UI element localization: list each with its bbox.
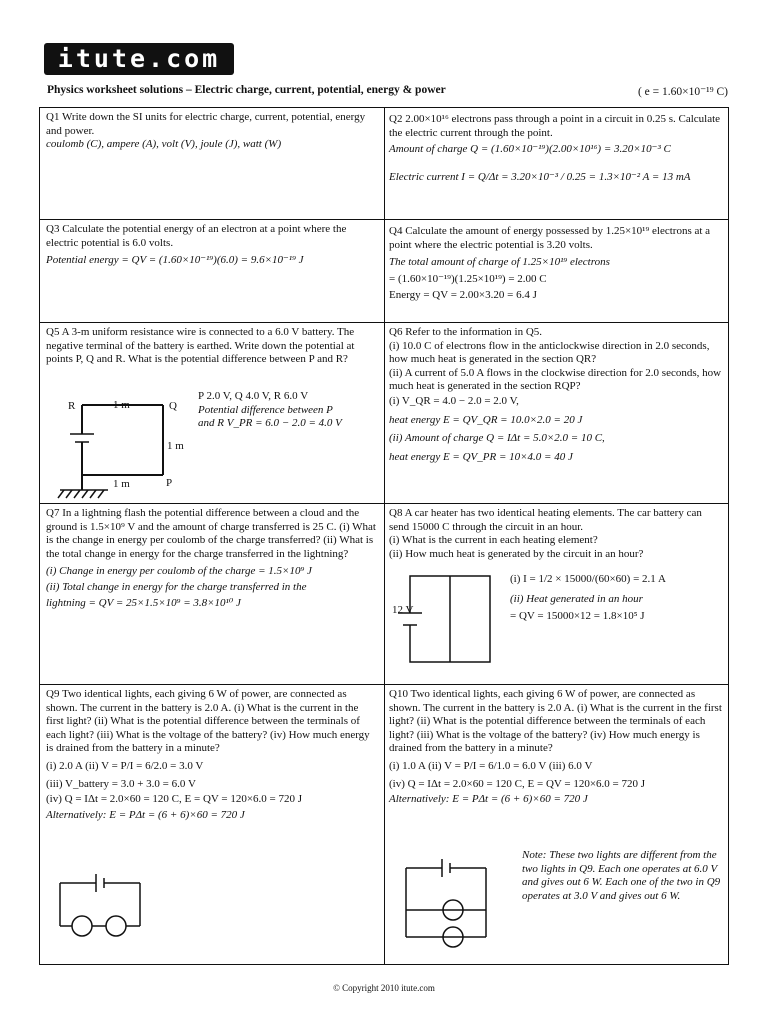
q10-note: Note: These two lights are different from the two lights in Q9. Each one operates at 6.0 V and gives out 6 W. Each one of the two in Q9 operates at 3.0 V and gives out 6 W.	[522, 849, 721, 902]
q4-question: Q4 Calculate the amount of energy possessed by 1.25×10¹⁹ electrons at a point where the electric potential is 3.20 volts.	[389, 225, 711, 251]
question-grid	[39, 107, 729, 965]
q8-part2: (ii) How much heat is generated by the circuit in an hour?	[389, 547, 644, 560]
q5-label-q: Q	[169, 400, 177, 412]
q9-answer1: (i) 2.0 A (ii) V = P/I = 6/2.0 = 3.0 V	[46, 759, 204, 772]
q5-answer-pd-label: Potential difference between P	[198, 403, 333, 416]
q10-answer2: (iv) Q = IΔt = 2.0×60 = 120 C, E = QV = 120×6.0 = 720 J	[389, 777, 646, 790]
q1-question: Q1 Write down the SI units for electric charge, current, potential, energy and power.	[46, 111, 366, 137]
q7-question: Q7 In a lightning flash the potential difference between a cloud and the ground is 1.5×10⁹ V and the amount of charge transferred is 25 C. (i) What is the change in energy per coulomb of the charge transferred? (ii) What is the total change in energy for the charge transferred in the lightning?	[46, 507, 376, 560]
q10-circuit-diagram	[40, 108, 730, 966]
q8-battery-label: 12 V	[392, 604, 414, 616]
q4-line3: Energy = QV = 2.00×3.20 = 6.4 J	[389, 289, 537, 302]
q6-part1: (i) 10.0 C of electrons flow in the anticlockwise direction in 2.0 seconds, how much heat is generated in the section QR?	[389, 339, 710, 366]
q7-answer3: lightning = QV = 25×1.5×10⁹ = 3.8×10¹⁰ J	[46, 596, 241, 609]
q6-answer2: heat energy E = QV_QR = 10.0×2.0 = 20 J	[389, 413, 583, 426]
q10-answer3: Alternatively: E = PΔt = (6 + 6)×60 = 720 J	[389, 793, 588, 806]
q7-answer2: (ii) Total change in energy for the charge transferred in the	[46, 580, 307, 593]
q3-question: Q3 Calculate the potential energy of an electron at a point where the electric potential is 6.0 volts.	[46, 223, 347, 249]
q8-answer1: (i) I = 1/2 × 15000/(60×60) = 2.1 A	[510, 573, 666, 585]
q8-answer2: (ii) Heat generated in an hour	[510, 592, 643, 605]
q1-answer: coulomb (C), ampere (A), volt (V), joule (J), watt (W)	[46, 138, 282, 151]
q6-question: Q6 Refer to the information in Q5.	[389, 326, 543, 338]
q8-question: Q8 A car heater has two identical heating elements. The car battery can send 15000 C through the circuit in an hour.	[389, 507, 702, 533]
itute-logo: itute.com	[44, 43, 234, 75]
q6-answer3: (ii) Amount of charge Q = IΔt = 5.0×2.0 = 10 C,	[389, 432, 605, 445]
copyright-footer: © Copyright 2010 itute.com	[333, 983, 435, 993]
q2-charge-line: Amount of charge Q = (1.60×10⁻¹⁹)(2.00×10¹⁶) = 3.20×10⁻³ C	[389, 143, 671, 156]
q5-length-side: 1 m	[167, 440, 184, 452]
q2-question: Q2 2.00×10¹⁶ electrons pass through a point in a circuit in 0.25 s. Calculate the electric current through the point.	[389, 113, 721, 139]
q5-answer-pd: and R V_PR = 6.0 − 2.0 = 4.0 V	[198, 417, 342, 430]
q2-current-line: Electric current I = Q/Δt = 3.20×10⁻³ / 0.25 = 1.3×10⁻² A = 13 mA	[389, 170, 691, 183]
q6-part2: (ii) A current of 5.0 A flows in the clockwise direction for 2.0 seconds, how much heat is generated in the section RQP?	[389, 366, 722, 393]
q5-length-bottom: 1 m	[113, 478, 130, 490]
q10-answer1: (i) 1.0 A (ii) V = P/I = 6/1.0 = 6.0 V (iii) 6.0 V	[389, 759, 593, 772]
q8-answer3: = QV = 15000×12 = 1.8×10⁵ J	[510, 610, 645, 623]
worksheet-title: Physics worksheet solutions – Electric charge, current, potential, energy & power	[47, 84, 446, 96]
q5-label-p: P	[166, 477, 173, 489]
q3-answer: Potential energy = QV = (1.60×10⁻¹⁹)(6.0) = 9.6×10⁻¹⁹ J	[46, 254, 304, 267]
q9-question: Q9 Two identical lights, each giving 6 W of power, are connected as shown. The current in the battery is 2.0 A. (i) What is the current in the first light? (ii) What is the potential difference between the terminals of each light? (iii) What is the voltage of the battery? (iv) How much energy is drained from the battery in a minute?	[46, 688, 370, 755]
q9-answer3: (iv) Q = IΔt = 2.0×60 = 120 C, E = QV = 120×6.0 = 720 J	[46, 793, 303, 806]
q4-line2: = (1.60×10⁻¹⁹)(1.25×10¹⁹) = 2.00 C	[389, 272, 547, 285]
q4-line1: The total amount of charge of 1.25×10¹⁹ electrons	[389, 256, 610, 269]
electron-charge-constant: ( e = 1.60×10⁻¹⁹ C)	[637, 86, 728, 98]
q5-answer-potentials: P 2.0 V, Q 4.0 V, R 6.0 V	[198, 390, 309, 402]
q6-answer4: heat energy E = QV_PR = 10×4.0 = 40 J	[389, 450, 573, 463]
q5-question: Q5 A 3-m uniform resistance wire is connected to a 6.0 V battery. The negative terminal of the battery is earthed. Write down the potential at points P, Q and R. What is the potential difference between P and R?	[46, 326, 355, 366]
worksheet-header	[47, 84, 728, 96]
q9-answer4: Alternatively: E = PΔt = (6 + 6)×60 = 720 J	[46, 808, 245, 821]
q6-answer1: (i) V_QR = 4.0 − 2.0 = 2.0 V,	[389, 394, 519, 407]
q5-label-r: R	[68, 400, 76, 412]
q10-question: Q10 Two identical lights, each giving 6 W of power, are connected as shown. The current in the battery is 2.0 A. (i) What is the current in the first light? (ii) What is the potential difference between the terminals of each light? (iii) What is the voltage of the battery? (iv) How much energy is drained from the battery in a minute?	[389, 688, 722, 755]
q9-answer2: (iii) V_battery = 3.0 + 3.0 = 6.0 V	[46, 777, 196, 790]
q7-answer1: (i) Change in energy per coulomb of the charge = 1.5×10⁹ J	[46, 565, 312, 578]
q8-part1: (i) What is the current in each heating element?	[389, 534, 598, 547]
q5-length-top: 1 m	[113, 399, 130, 411]
